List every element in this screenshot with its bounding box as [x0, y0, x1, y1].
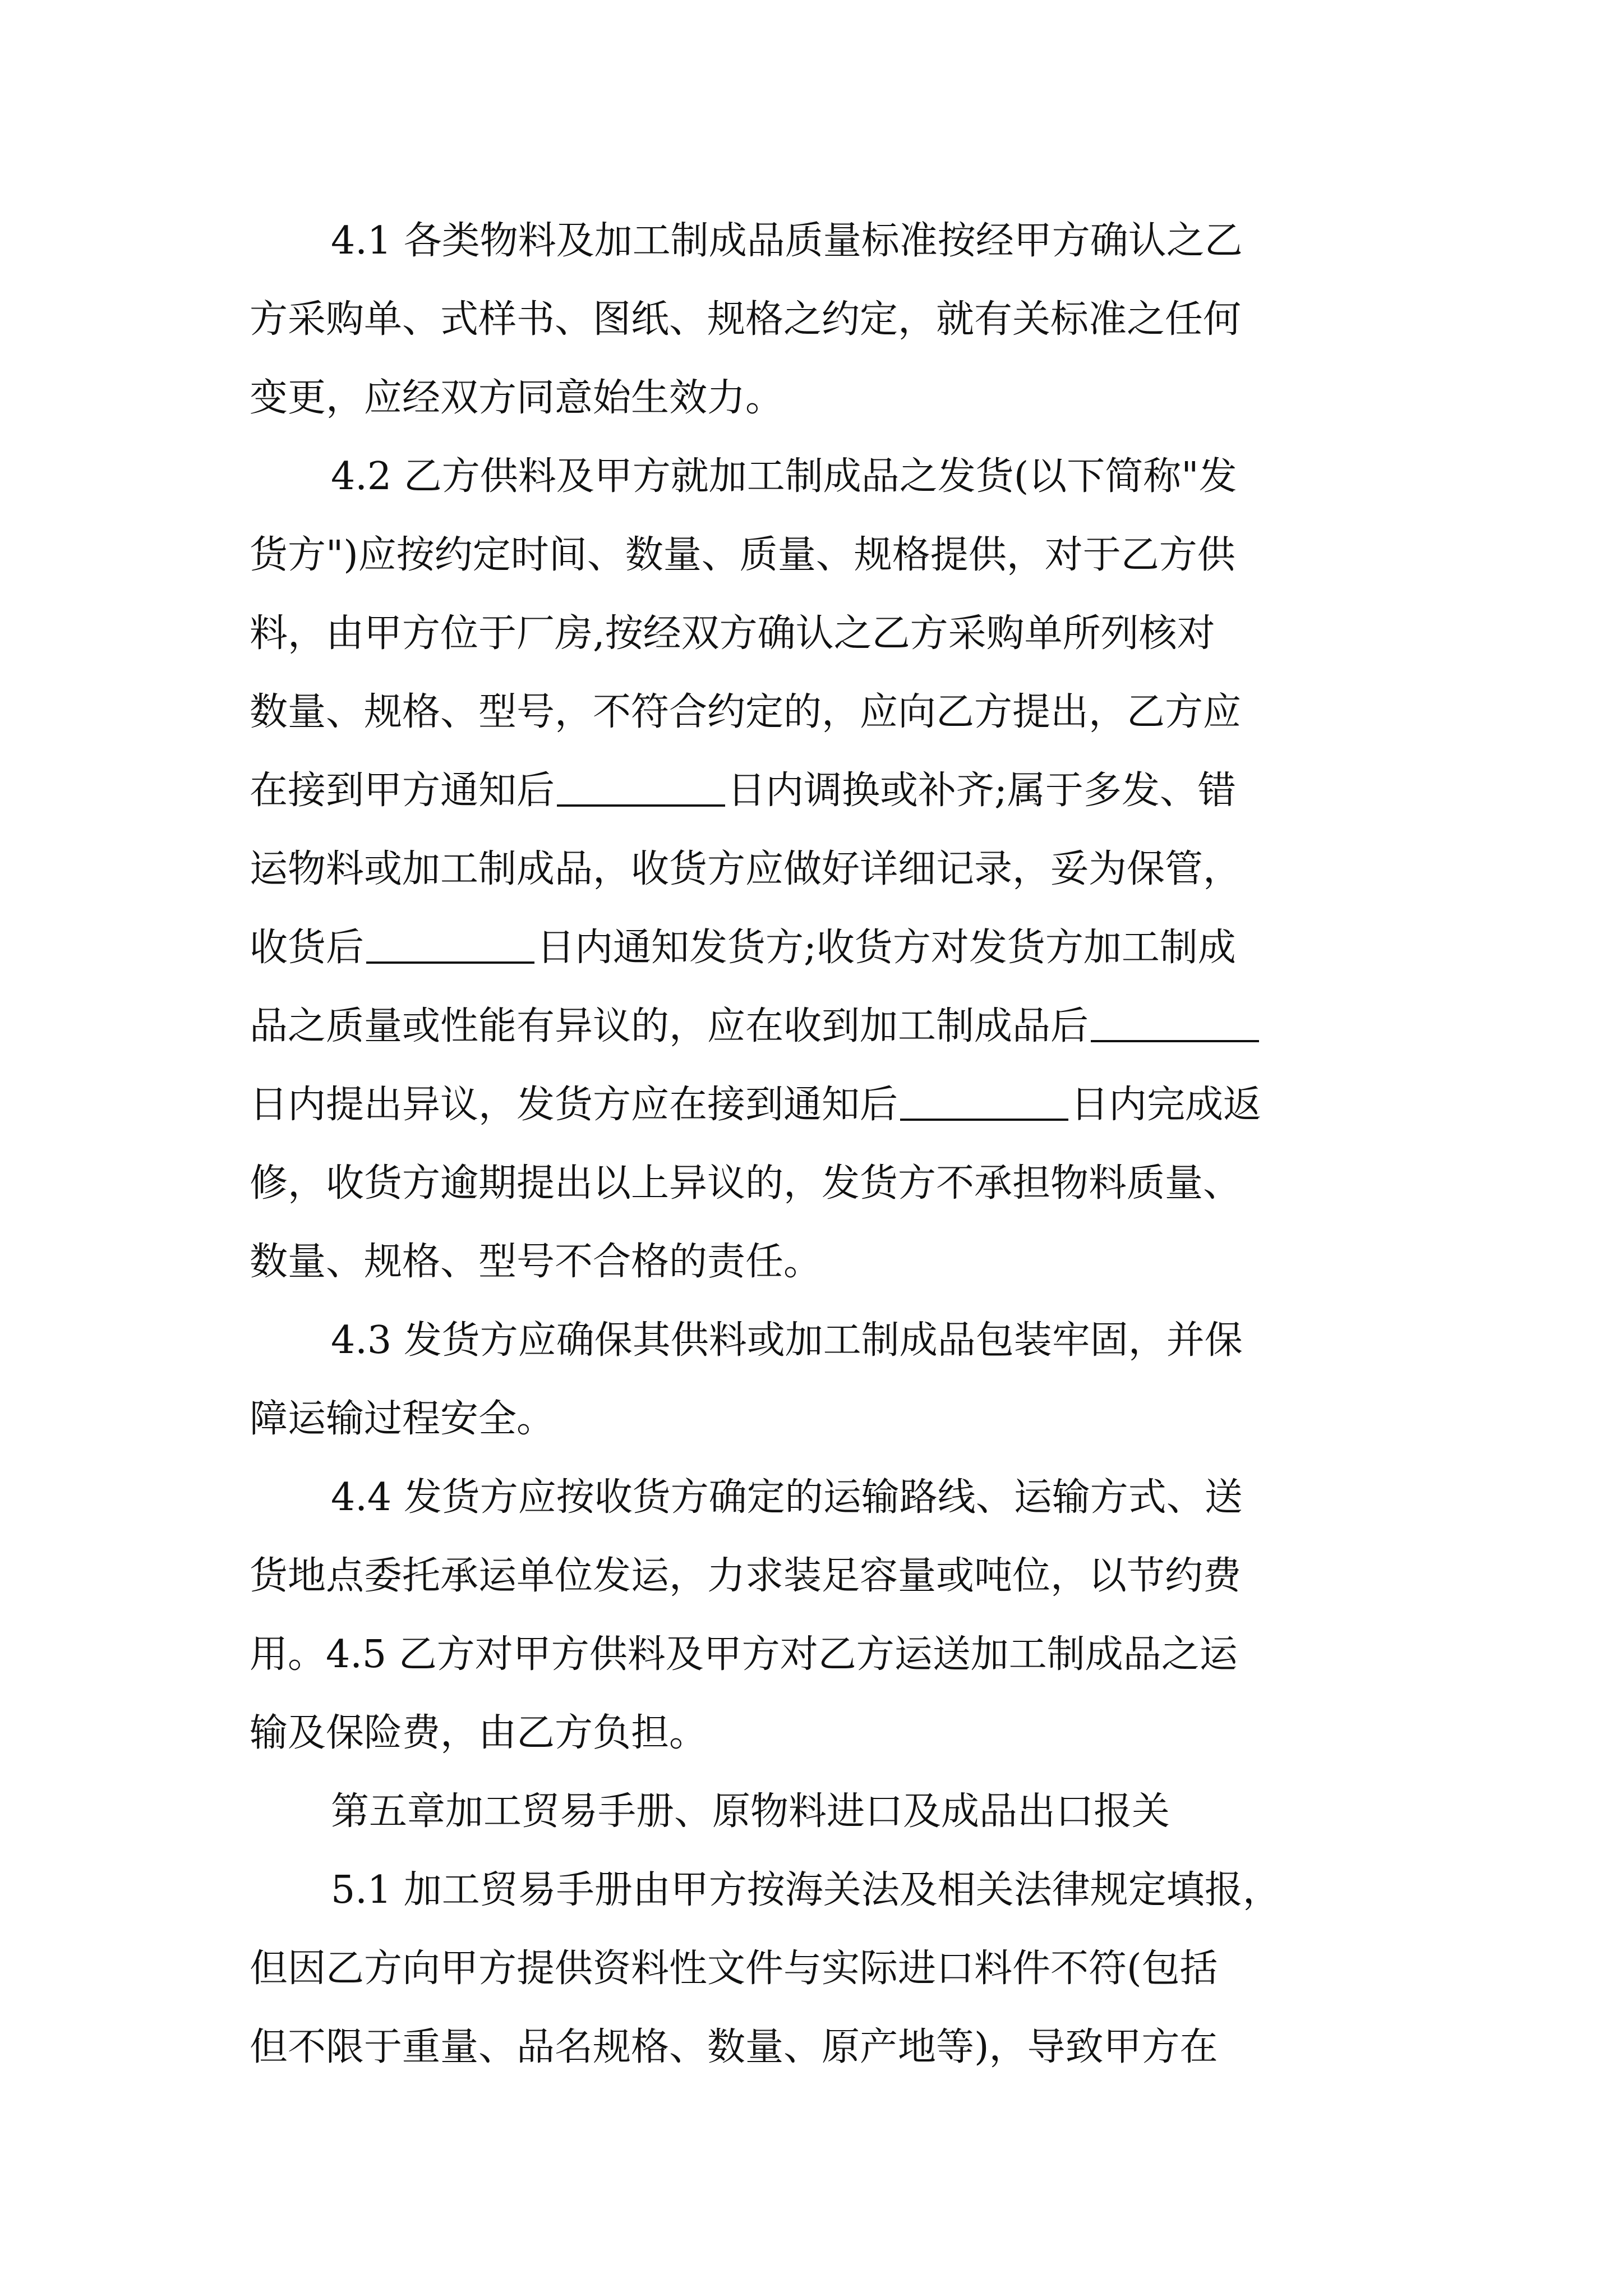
text-line [250, 754, 1236, 827]
fill-in-blank [366, 922, 534, 964]
paragraph-4-3-line-2 [0, 1383, 1623, 1456]
text-line [250, 1069, 1261, 1142]
text-line: 4.2 乙方供料及甲方就加工制成品之发货(以下简称"发 [331, 454, 1237, 499]
text-line: 修，收货方逾期提出以上异议的，发货方不承担物料质量、 [250, 1161, 1242, 1205]
text-segment: 在接到甲方通知后 [250, 769, 555, 813]
paragraph-4-1-line-2 [0, 283, 1623, 356]
text-segment: 品之质量或性能有异议的，应在收到加工制成品后 [250, 1004, 1089, 1048]
paragraph-4-2-line-2 [0, 519, 1623, 592]
text-segment: 日内完成返 [1071, 1083, 1262, 1127]
paragraph-4-4-line-2 [0, 1540, 1623, 1613]
text-segment: 日内通知发货方;收货方对发货方加工制成 [537, 926, 1236, 970]
paragraph-4-2-line-11 [0, 1226, 1623, 1299]
text-line: 4.4 发货方应按收货方确定的运输路线、运输方式、送 [331, 1475, 1243, 1520]
text-line: 用。4.5 乙方对甲方供料及甲方对乙方运送加工制成品之运 [250, 1632, 1238, 1677]
fill-in-blank [557, 765, 725, 807]
text-segment: 日内调换或补齐;属于多发、错 [727, 769, 1236, 813]
paragraph-5-1-line-3 [0, 2011, 1623, 2084]
text-line: 4.1 各类物料及加工制成品质量标准按经甲方确认之乙 [331, 219, 1243, 263]
text-line: 第五章加工贸易手册、原物料进口及成品出口报关 [331, 1789, 1170, 1834]
text-line: 变更，应经双方同意始生效力。 [250, 376, 784, 420]
fill-in-blank [1091, 1001, 1259, 1042]
paragraph-4-4-line-3 [0, 1618, 1623, 1691]
text-line: 障运输过程安全。 [250, 1397, 555, 1441]
paragraph-4-2-line-7 [0, 912, 1623, 984]
paragraph-4-2-line-5 [0, 754, 1623, 827]
paragraph-4-1-line-3 [0, 362, 1623, 435]
text-segment: 收货后 [250, 926, 365, 970]
text-line: 数量、规格、型号，不符合约定的，应向乙方提出，乙方应 [250, 690, 1242, 734]
text-line: 但不限于重量、品名规格、数量、原产地等)，导致甲方在 [250, 2025, 1218, 2069]
paragraph-4-2-line-4 [0, 676, 1623, 749]
paragraph-4-2-line-8 [0, 990, 1623, 1063]
paragraph-4-2-line-3 [0, 597, 1623, 670]
text-line: 运物料或加工制成品，收货方应做好详细记录，妥为保管， [250, 847, 1242, 891]
text-line: 但因乙方向甲方提供资料性文件与实际进口料件不符(包括 [250, 1947, 1218, 1991]
fill-in-blank [900, 1079, 1068, 1121]
paragraph-4-2-line-10 [0, 1147, 1623, 1220]
text-line: 4.3 发货方应确保其供料或加工制成品包装牢固，并保 [331, 1318, 1243, 1363]
paragraph-4-1-line-1 [0, 205, 1623, 278]
text-line: 料，由甲方位于厂房,按经双方确认之乙方采购单所列核对 [250, 611, 1215, 656]
paragraph-4-4-line-1 [0, 1461, 1623, 1534]
paragraph-4-4-line-4 [0, 1697, 1623, 1770]
chapter-5-heading [0, 1775, 1623, 1848]
paragraph-5-1-line-1 [0, 1854, 1623, 1927]
text-line: 数量、规格、型号不合格的责任。 [250, 1240, 822, 1284]
text-segment: 日内提出异议，发货方应在接到通知后 [250, 1083, 898, 1127]
paragraph-4-2-line-1 [0, 440, 1623, 513]
text-line [250, 912, 1236, 984]
text-line: 输及保险费，由乙方负担。 [250, 1711, 708, 1755]
paragraph-4-2-line-6 [0, 833, 1623, 906]
paragraph-5-1-line-2 [0, 1932, 1623, 2005]
text-line: 货地点委托承运单位发运，力求装足容量或吨位，以节约费 [250, 1554, 1242, 1598]
text-line: 5.1 加工贸易手册由甲方按海关法及相关法律规定填报， [331, 1868, 1281, 1912]
text-line [250, 990, 1261, 1063]
paragraph-4-3-line-1 [0, 1304, 1623, 1377]
text-line: 方采购单、式样书、图纸、规格之约定，就有关标准之任何 [250, 297, 1242, 342]
text-line: 货方")应按约定时间、数量、质量、规格提供，对于乙方供 [250, 533, 1235, 577]
paragraph-4-2-line-9 [0, 1069, 1623, 1142]
